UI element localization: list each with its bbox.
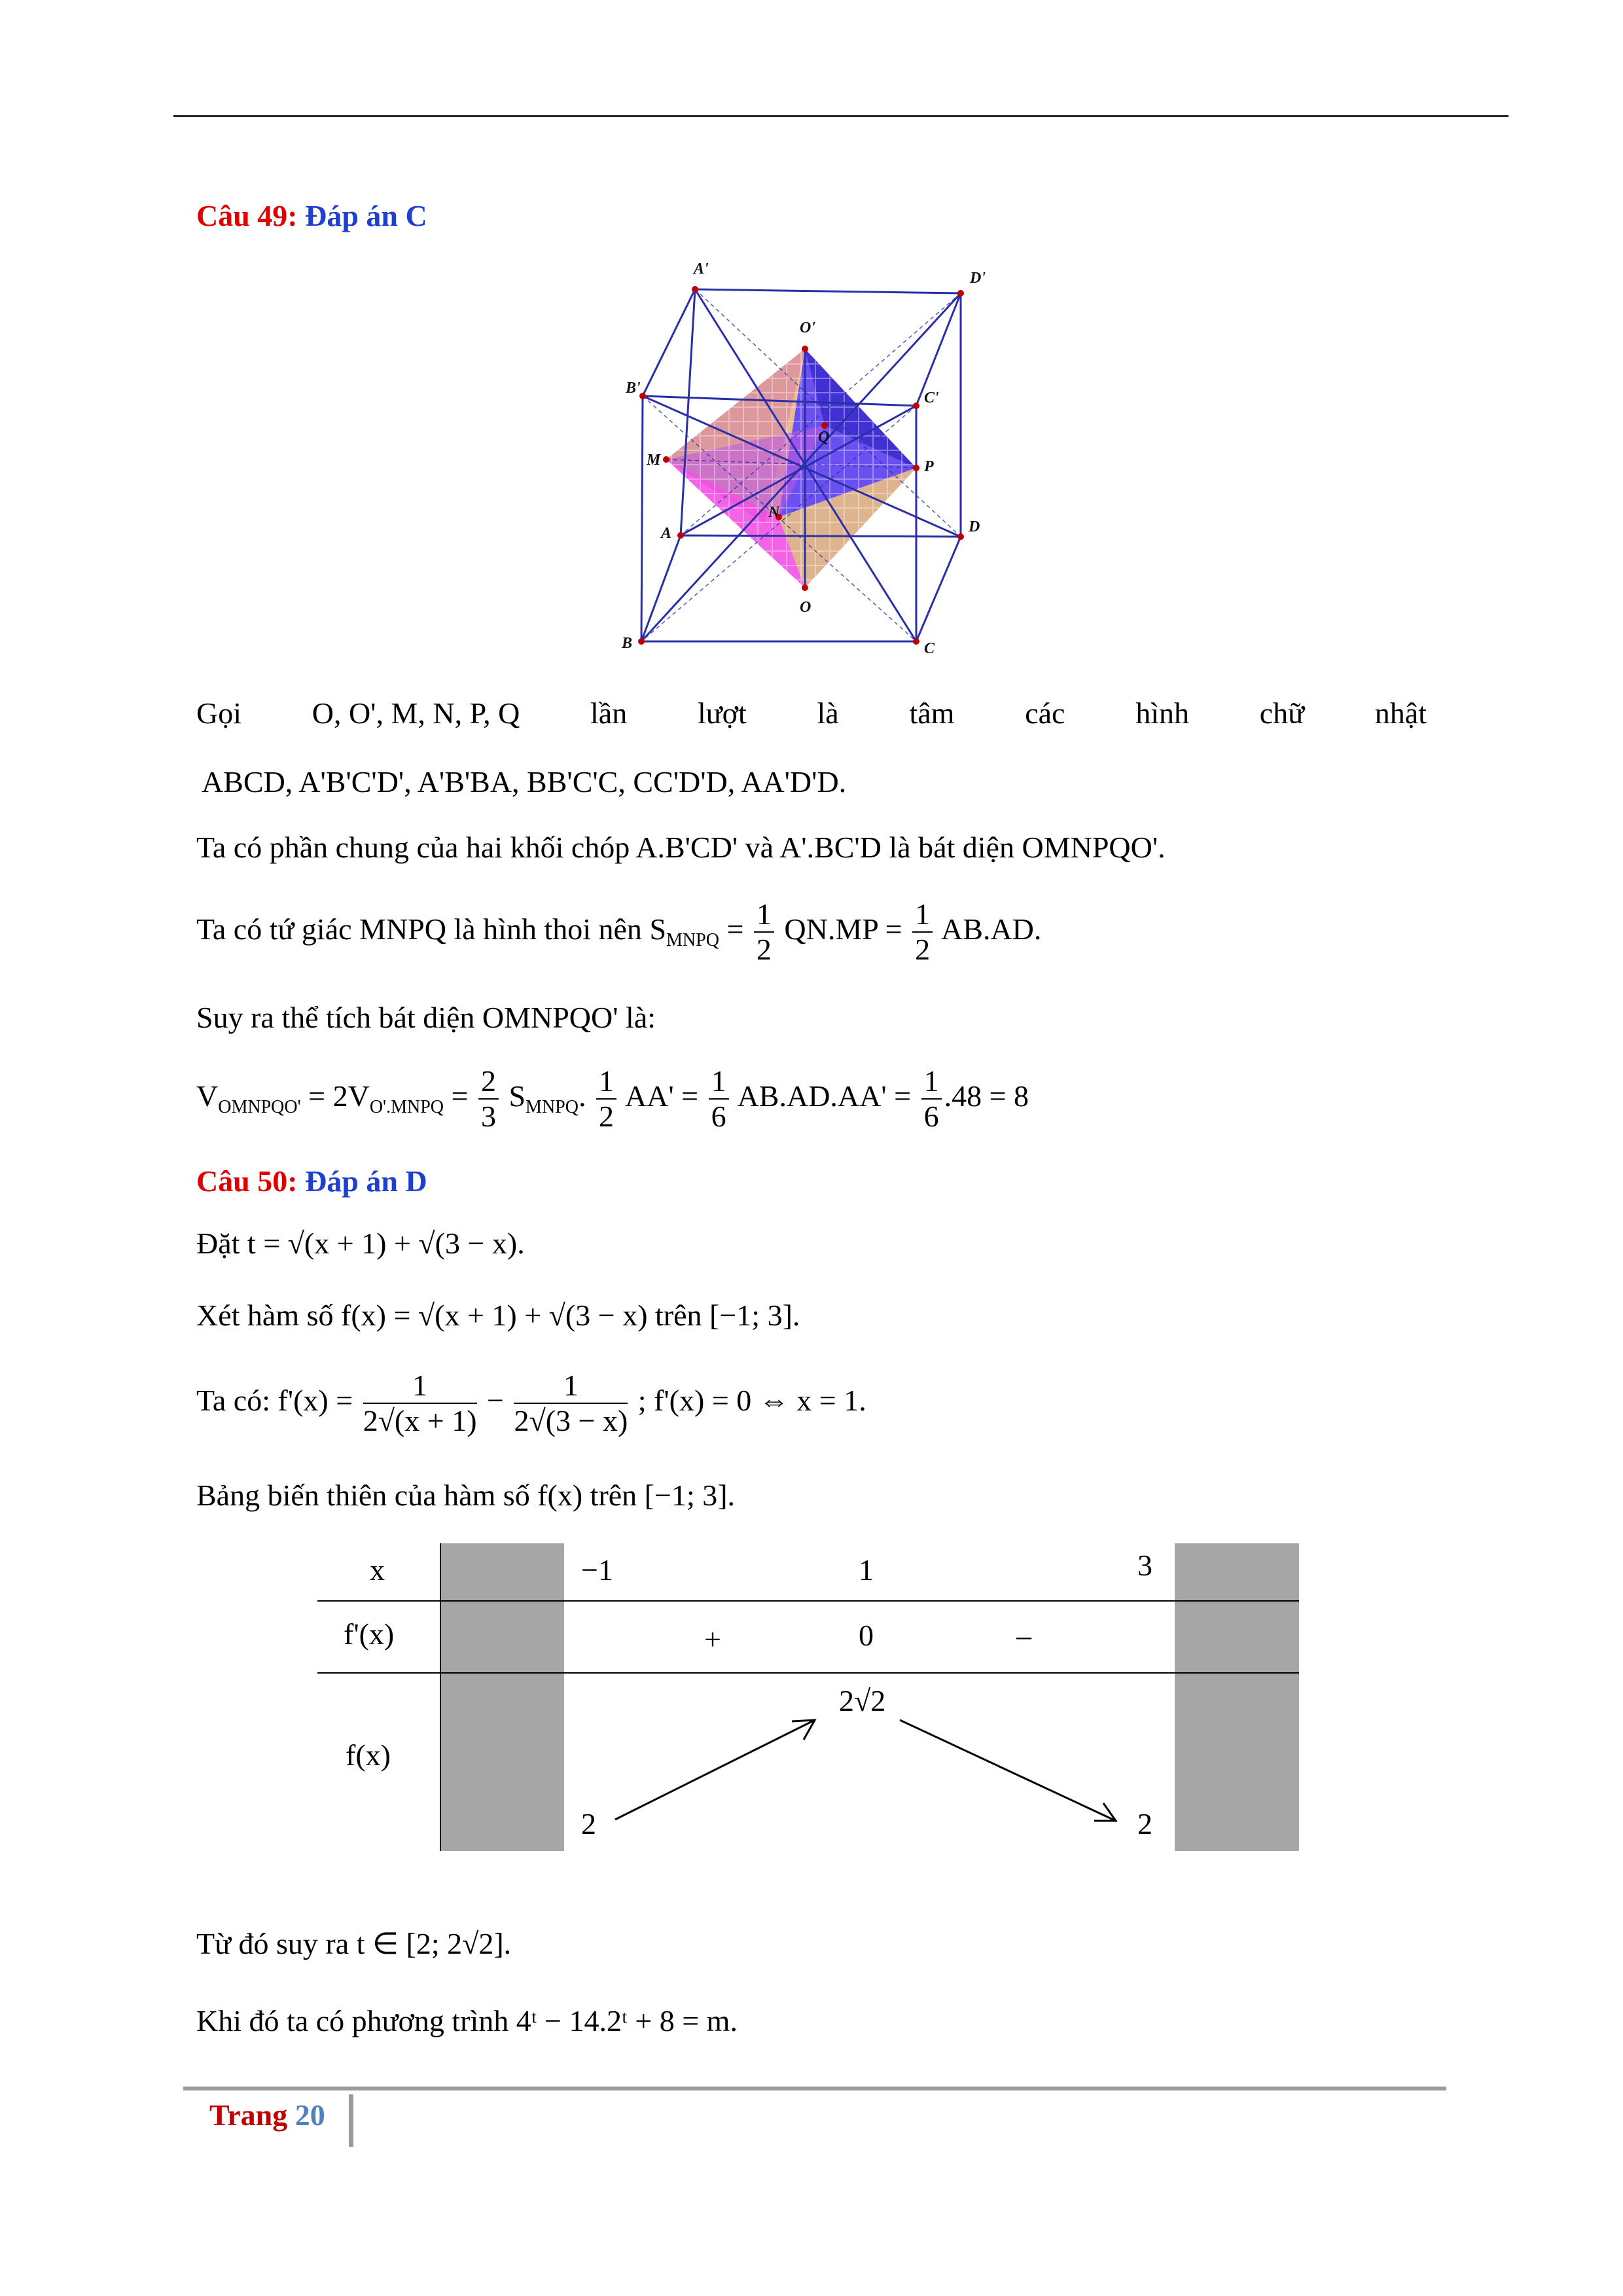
- x-value: −1: [581, 1553, 613, 1587]
- vol-s: S: [508, 1079, 526, 1113]
- q50-line5: Từ đó suy ra t ∈ [2; 2√2].: [196, 1927, 512, 1960]
- shade-right: [1175, 1543, 1299, 1851]
- vol-dot: .: [578, 1079, 586, 1113]
- x-value: 3: [1137, 1549, 1152, 1582]
- row-divider: [317, 1672, 1299, 1674]
- sign-plus: +: [704, 1623, 721, 1656]
- header-f: f(x): [346, 1738, 391, 1772]
- fig-label-a1: A': [694, 260, 709, 278]
- fig-label-a: A: [661, 525, 672, 542]
- page-footer: [209, 2098, 325, 2132]
- q50-line3-suffix: ; f'(x) = 0 ⇔ x = 1.: [637, 1384, 866, 1417]
- shade-left: [440, 1543, 564, 1851]
- fig-label-c: C: [924, 640, 935, 657]
- fig-label-o: O: [800, 599, 812, 616]
- q49-word: chữ: [1259, 696, 1305, 730]
- vol-end: .48 = 8: [944, 1079, 1029, 1113]
- q49-word: Gọi: [196, 696, 241, 730]
- q50-line1: Đặt t = √(x + 1) + √(3 − x).: [196, 1227, 525, 1260]
- page-number: 20: [294, 2098, 325, 2132]
- f-max-value: 2√2: [839, 1684, 886, 1717]
- sixth-fraction: $\frac{1}{6}$: [921, 1064, 942, 1134]
- vol-eq1: = 2V: [308, 1079, 370, 1113]
- q49-word: O, O', M, N, P, Q: [312, 696, 520, 730]
- fig-label-p: P: [924, 458, 934, 475]
- fig-label-d: D: [969, 518, 980, 535]
- vol-abad: AB.AD.AA' =: [737, 1079, 919, 1113]
- q49-figure: [622, 249, 995, 668]
- fig-label-d1: D': [970, 270, 986, 287]
- footer-separator: [349, 2094, 353, 2147]
- fig-label-b: B: [622, 635, 633, 652]
- q49-line4-eq: =: [726, 912, 751, 946]
- fig-label-n: N: [768, 504, 780, 521]
- q49-line4: [196, 893, 1041, 977]
- sign-minus: –: [1016, 1619, 1031, 1652]
- footer-label: Trang: [209, 2098, 288, 2132]
- vol-s-sub: MNPQ: [526, 1097, 579, 1118]
- fig-label-b1: B': [626, 380, 641, 397]
- x-value: 1: [859, 1553, 874, 1587]
- footer-rule: [183, 2087, 1446, 2090]
- fig-label-q: Q: [818, 429, 830, 446]
- q49-line2: ABCD, A'B'C'D', A'B'BA, BB'C'C, CC'D'D, AA'D'D.: [202, 765, 847, 798]
- col-divider: [440, 1543, 441, 1851]
- derivative-frac-1: $\frac{1}{2√(x + 1)}$: [363, 1369, 477, 1438]
- vol-v2-sub: O'.MNPQ: [369, 1097, 444, 1118]
- f-left-value: 2: [581, 1807, 596, 1840]
- q49-line4-s: S: [649, 912, 667, 946]
- vol-v-sub: OMNPQO': [218, 1097, 301, 1118]
- vol-v: V: [196, 1079, 219, 1113]
- q50-line3-prefix: Ta có: f'(x) =: [196, 1384, 361, 1417]
- fig-label-c1: C': [924, 389, 939, 406]
- sixth-fraction: $\frac{1}{6}$: [709, 1064, 729, 1134]
- half-fraction: $\frac{1}{2}$: [596, 1064, 616, 1134]
- row-divider: [317, 1600, 1299, 1602]
- q49-line5: Suy ra thể tích bát diện OMNPQO' là:: [196, 1001, 656, 1034]
- q49-word: lần: [590, 696, 628, 730]
- q49-line4-mid: QN.MP =: [784, 912, 910, 946]
- q49-heading: [196, 196, 427, 236]
- q49-word: lượt: [697, 696, 747, 730]
- two-thirds-fraction: $\frac{2}{3}$: [478, 1064, 499, 1134]
- fig-label-m: M: [647, 452, 661, 469]
- q50-line6: Khi đó ta có phương trình 4ᵗ − 14.2ᵗ + 8 = m.: [196, 2004, 738, 2037]
- q50-line4: Bảng biến thiên của hàm số f(x) trên [−1; 3].: [196, 1479, 736, 1512]
- header-rule: [173, 115, 1508, 117]
- half-fraction: $\frac{1}{2}$: [754, 897, 774, 967]
- vol-eq2: =: [451, 1079, 476, 1113]
- fig-label-o1: O': [800, 319, 815, 336]
- q49-line4-prefix: Ta có tứ giác MNPQ là hình thoi nên: [196, 912, 650, 946]
- sign-zero: 0: [859, 1619, 874, 1652]
- decreasing-arrow-icon: [900, 1720, 1116, 1821]
- q49-word: tâm: [909, 696, 955, 730]
- q50-label: Câu 50:: [196, 1164, 298, 1198]
- header-x: x: [370, 1553, 385, 1587]
- q49-word: là: [817, 696, 839, 730]
- q49-line3: Ta có phần chung của hai khối chóp A.B'CD' và A'.BC'D là bát diện OMNPQO'.: [196, 831, 1166, 864]
- vol-aa: AA' =: [624, 1079, 706, 1113]
- q50-line3: [196, 1365, 866, 1438]
- q49-volume: [196, 1060, 1029, 1143]
- half-fraction: $\frac{1}{2}$: [912, 897, 933, 967]
- face-grid-overlay: [666, 349, 916, 588]
- f-right-value: 2: [1137, 1807, 1152, 1840]
- q49-word: các: [1025, 696, 1065, 730]
- q49-label: Câu 49:: [196, 199, 298, 232]
- header-fprime: f'(x): [344, 1617, 395, 1651]
- q49-line1: [196, 694, 1427, 733]
- q50-line3-minus: −: [487, 1384, 512, 1417]
- q50-line2: Xét hàm số f(x) = √(x + 1) + √(3 − x) trên [−1; 3].: [196, 1299, 800, 1332]
- q49-line4-end: AB.AD.: [941, 912, 1042, 946]
- derivative-frac-2: $\frac{1}{2√(3 - x)}$: [514, 1369, 628, 1438]
- q50-heading: [196, 1162, 427, 1201]
- q50-answer: Đáp án D: [305, 1164, 427, 1198]
- q49-word: hình: [1135, 696, 1189, 730]
- q49-line4-sub: MNPQ: [666, 930, 719, 951]
- increasing-arrow-icon: [615, 1720, 815, 1820]
- variation-arrows: [602, 1702, 1126, 1833]
- q49-word: nhật: [1374, 696, 1427, 730]
- q49-answer: Đáp án C: [305, 199, 427, 232]
